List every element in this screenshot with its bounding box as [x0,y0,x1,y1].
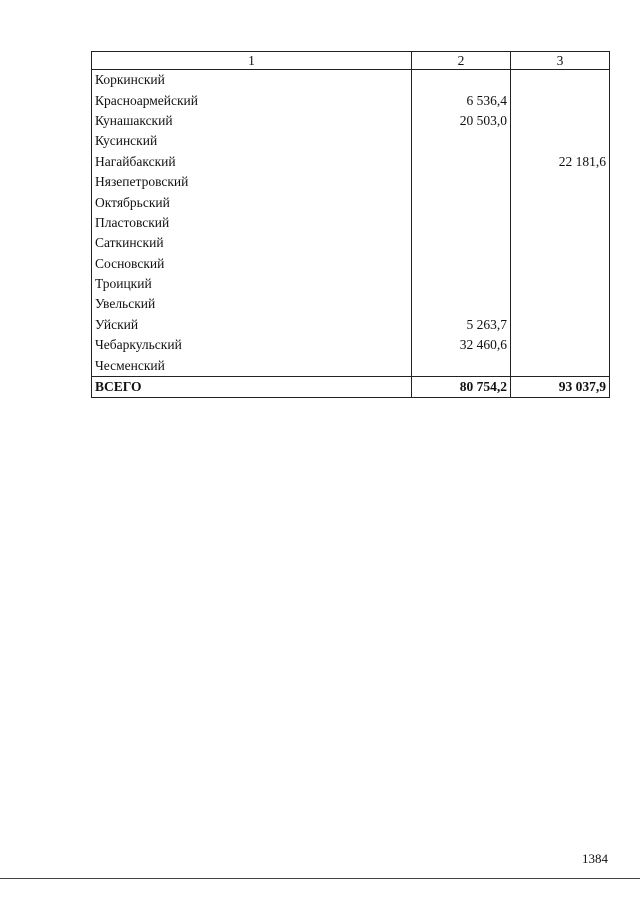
value-col3 [511,192,610,212]
district-name: Красноармейский [92,90,412,110]
district-name: Сосновский [92,254,412,274]
value-col3 [511,172,610,192]
value-col2 [412,274,511,294]
table-row [92,213,610,233]
value-col2 [412,294,511,314]
value-col3 [511,90,610,110]
header-row [92,52,610,70]
value-col3 [511,315,610,335]
district-name: Коркинский [92,70,412,91]
table-row [92,90,610,110]
value-col2 [412,192,511,212]
district-name: Кусинский [92,131,412,151]
header-cell-3: 3 [511,52,610,70]
value-col3 [511,213,610,233]
table-row [92,274,610,294]
district-name: Уйский [92,315,412,335]
table-header [92,52,610,70]
district-name: Октябрьский [92,192,412,212]
value-col3 [511,294,610,314]
total-label: ВСЕГО [92,376,412,397]
value-col2 [412,70,511,91]
table-row [92,335,610,355]
value-col2: 20 503,0 [412,111,511,131]
district-name: Саткинский [92,233,412,253]
value-col2 [412,172,511,192]
value-col3 [511,111,610,131]
total-row [92,376,610,397]
district-name: Увельский [92,294,412,314]
data-table [91,51,610,398]
value-col3 [511,355,610,376]
table-row [92,172,610,192]
table-row [92,111,610,131]
total-col3: 93 037,9 [511,376,610,397]
value-col3 [511,70,610,91]
page-number: 1384 [582,851,608,866]
value-col2 [412,131,511,151]
district-name: Чебаркульский [92,335,412,355]
table-row [92,294,610,314]
district-name: Троицкий [92,274,412,294]
district-name: Нязепетровский [92,172,412,192]
table-row [92,355,610,376]
table-row [92,192,610,212]
district-name: Нагайбакский [92,152,412,172]
district-name: Пластовский [92,213,412,233]
value-col2 [412,355,511,376]
district-name: Чесменский [92,355,412,376]
value-col2: 5 263,7 [412,315,511,335]
value-col3 [511,254,610,274]
value-col3 [511,233,610,253]
value-col3 [511,274,610,294]
table-body [92,70,610,398]
bottom-divider [0,878,640,879]
table-row [92,70,610,91]
header-cell-1: 1 [92,52,412,70]
header-cell-2: 2 [412,52,511,70]
value-col3 [511,335,610,355]
table-row [92,152,610,172]
table-row [92,233,610,253]
value-col3: 22 181,6 [511,152,610,172]
value-col2 [412,152,511,172]
value-col2: 6 536,4 [412,90,511,110]
total-col2: 80 754,2 [412,376,511,397]
table-row [92,131,610,151]
value-col2: 32 460,6 [412,335,511,355]
value-col2 [412,233,511,253]
value-col3 [511,131,610,151]
table-row [92,254,610,274]
value-col2 [412,213,511,233]
value-col2 [412,254,511,274]
table-row [92,315,610,335]
district-name: Кунашакский [92,111,412,131]
